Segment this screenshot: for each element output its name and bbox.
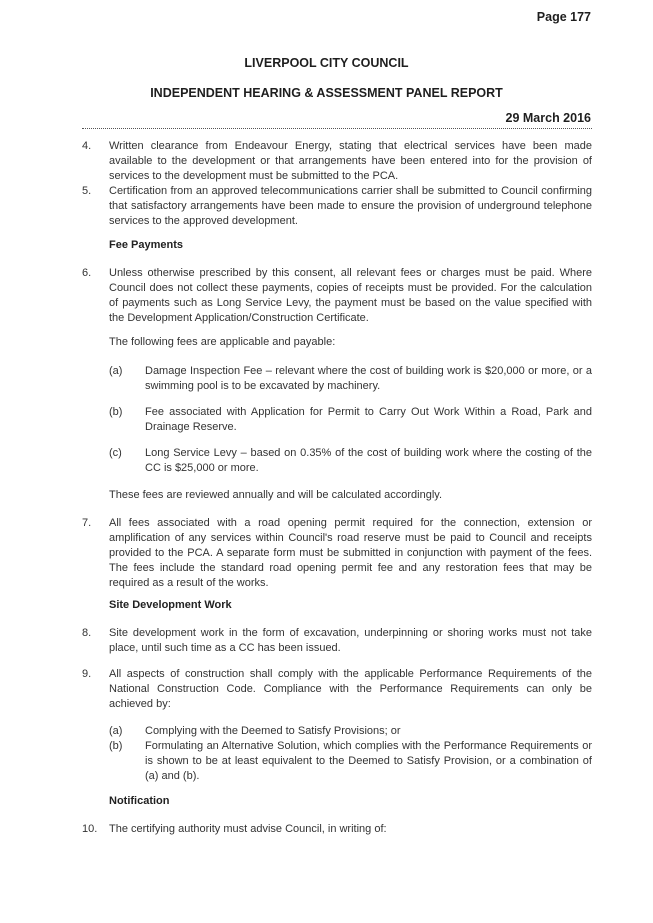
compliance-item-b — [82, 739, 592, 784]
condition-number: 4. — [82, 140, 92, 152]
report-title: INDEPENDENT HEARING & ASSESSMENT PANEL REPORT — [150, 86, 503, 100]
condition-text: Written clearance from Endeavour Energy, stating that electrical services have been made available to the development or that arrangements have been entered into for the provision of services to the development must be submitted to the PCA. — [109, 140, 592, 182]
condition-10 — [82, 822, 592, 837]
section-heading-site-development: Site Development Work — [109, 599, 232, 611]
section-heading-fee-payments: Fee Payments — [109, 239, 183, 251]
fee-label: (c) — [109, 447, 122, 459]
section-heading-notification: Notification — [109, 795, 170, 807]
compliance-item-a — [82, 724, 592, 739]
condition-number: 9. — [82, 668, 92, 680]
condition-7 — [82, 516, 592, 591]
fee-item-b — [82, 405, 592, 435]
header-divider — [82, 128, 592, 129]
fee-text: Long Service Levy – based on 0.35% of the cost of building work where the costing of the CC is $25,000 or more. — [145, 447, 592, 474]
condition-text: Certification from an approved telecommunications carrier shall be submitted to Council confirming that satisfactory arrangements have been made to ensure the provision of underground telephone services to the approved development. — [109, 185, 592, 227]
fees-review-note: These fees are reviewed annually and will be calculated accordingly. — [109, 489, 443, 501]
condition-number: 10. — [82, 823, 98, 835]
condition-text: Unless otherwise prescribed by this consent, all relevant fees or charges must be paid. Where Council does not collect these payments, copies of receipts must be provided. For the calculation of payments such as Long Service Levy, the payment must be based on the value specified with the Development Application/Construction Certificate. — [109, 267, 592, 324]
compliance-label: (a) — [109, 725, 123, 737]
condition-number: 6. — [82, 267, 92, 279]
fee-label: (b) — [109, 406, 123, 418]
condition-text: All aspects of construction shall comply with the applicable Performance Requirements of the National Construction Code. Compliance with the Performance Requirements can only be achieved by: — [109, 668, 592, 710]
fee-label: (a) — [109, 365, 123, 377]
report-date: 29 March 2016 — [505, 111, 591, 125]
fee-item-a — [82, 364, 592, 394]
condition-9 — [82, 667, 592, 712]
fees-intro: The following fees are applicable and payable: — [109, 336, 336, 348]
council-name: LIVERPOOL CITY COUNCIL — [244, 56, 409, 70]
condition-6 — [82, 266, 592, 326]
compliance-label: (b) — [109, 740, 123, 752]
condition-8 — [82, 626, 592, 656]
compliance-text: Formulating an Alternative Solution, which complies with the Performance Requirements or is shown to be at least equivalent to the Deemed to Satisfy Provision, or a combination of (a) and (b). — [145, 740, 592, 782]
fee-text: Damage Inspection Fee – relevant where the cost of building work is $20,000 or more, or a swimming pool is to be excavated by machinery. — [145, 365, 592, 392]
condition-text: All fees associated with a road opening permit required for the connection, extension or amplification of any services within Council's road reserve must be paid to Council and receipts provided to the PCA. A separate form must be submitted in conjunction with payment of the fees. The fees include the standard road opening permit fee and any restoration fees that may be required as a result of the works. — [109, 517, 592, 589]
compliance-text: Complying with the Deemed to Satisfy Provisions; or — [145, 725, 401, 737]
condition-5 — [82, 184, 592, 229]
fee-item-c — [82, 446, 592, 476]
page-number: Page 177 — [536, 10, 591, 24]
condition-text: The certifying authority must advise Council, in writing of: — [109, 823, 387, 835]
condition-4 — [82, 139, 592, 184]
condition-text: Site development work in the form of excavation, underpinning or shoring works must not take place, until such time as a CC has been issued. — [109, 627, 592, 654]
condition-number: 5. — [82, 185, 92, 197]
condition-number: 8. — [82, 627, 92, 639]
fee-text: Fee associated with Application for Permit to Carry Out Work Within a Road, Park and Drainage Reserve. — [145, 406, 592, 433]
condition-number: 7. — [82, 517, 92, 529]
